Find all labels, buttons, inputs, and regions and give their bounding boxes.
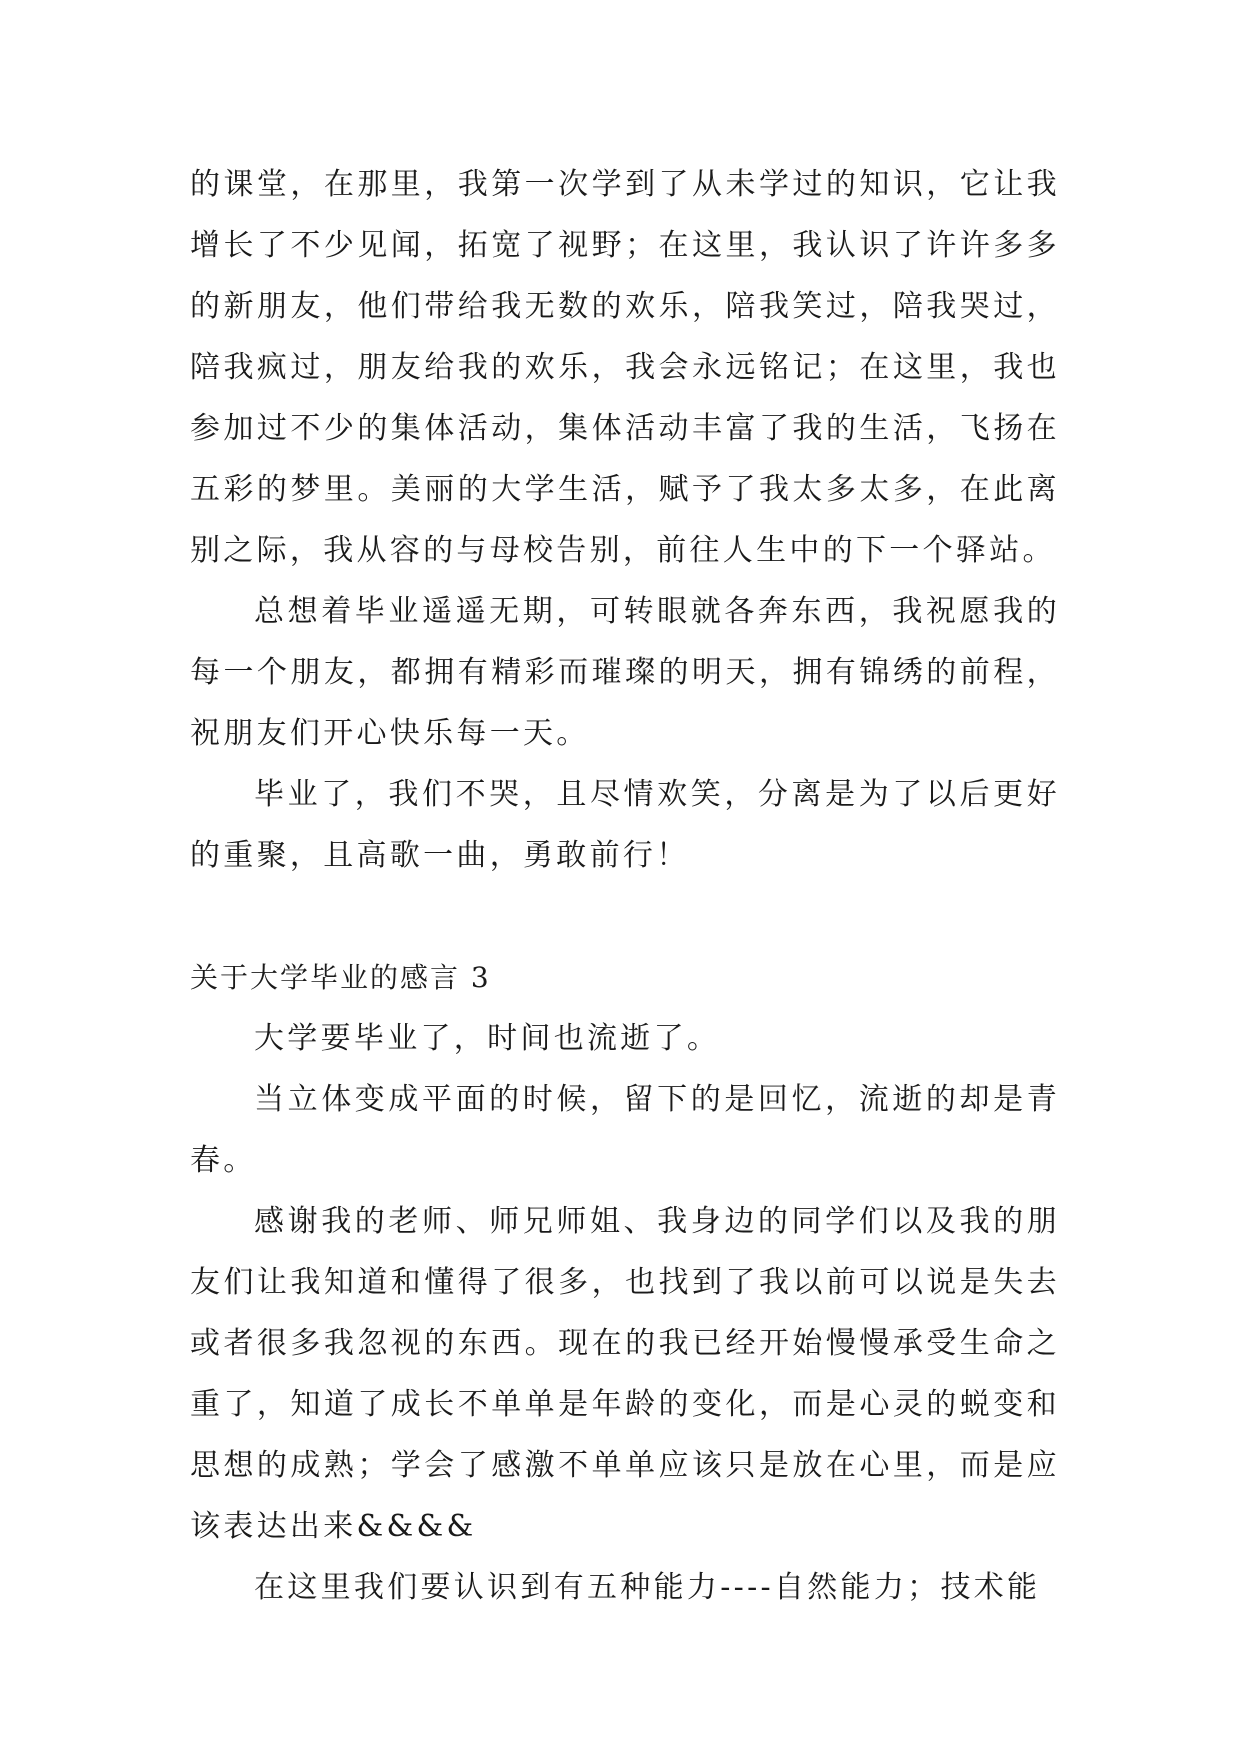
paragraph-graduation: 大学要毕业了，时间也流逝了。 <box>254 1021 721 1056</box>
paragraph-farewell: 毕业了，我们不哭，且尽情欢笑，分离是为了以后更好的重聚，且高歌一曲，勇敢前行！ <box>190 777 1060 873</box>
section-title: 关于大学毕业的感言 3 <box>190 961 491 994</box>
paragraph-gratitude: 感谢我的老师、师兄师姐、我身边的同学们以及我的朋友们让我知道和懂得了很多，也找到了我以前可以说是失去或者很多我忽视的东西。现在的我已经开始慢慢承受生命之重了，知道了成长不单单是年龄的变化，而是心灵的蜕变和思想的成熟；学会了感激不单单应该只是放在心里，而是应该表达出来&&&& <box>190 1204 1060 1544</box>
document-page <box>190 154 1060 1618</box>
paragraph-abilities: 在这里我们要认识到有五种能力----自然能力；技术能 <box>254 1570 1041 1605</box>
paragraph-memories: 当立体变成平面的时候，留下的是回忆，流逝的却是青春。 <box>190 1082 1060 1178</box>
paragraph-continued: 的课堂，在那里，我第一次学到了从未学过的知识，它让我增长了不少见闻，拓宽了视野；在这里，我认识了许许多多的新朋友，他们带给我无数的欢乐，陪我笑过，陪我哭过，陪我疯过，朋友给我的欢乐，我会永远铭记；在这里，我也参加过不少的集体活动，集体活动丰富了我的生活，飞扬在五彩的梦里。美丽的大学生活，赋予了我太多太多，在此离别之际，我从容的与母校告别，前往人生中的下一个驿站。 <box>190 167 1060 568</box>
paragraph-wishes: 总想着毕业遥遥无期，可转眼就各奔东西，我祝愿我的每一个朋友，都拥有精彩而璀璨的明天，拥有锦绣的前程，祝朋友们开心快乐每一天。 <box>190 594 1060 751</box>
